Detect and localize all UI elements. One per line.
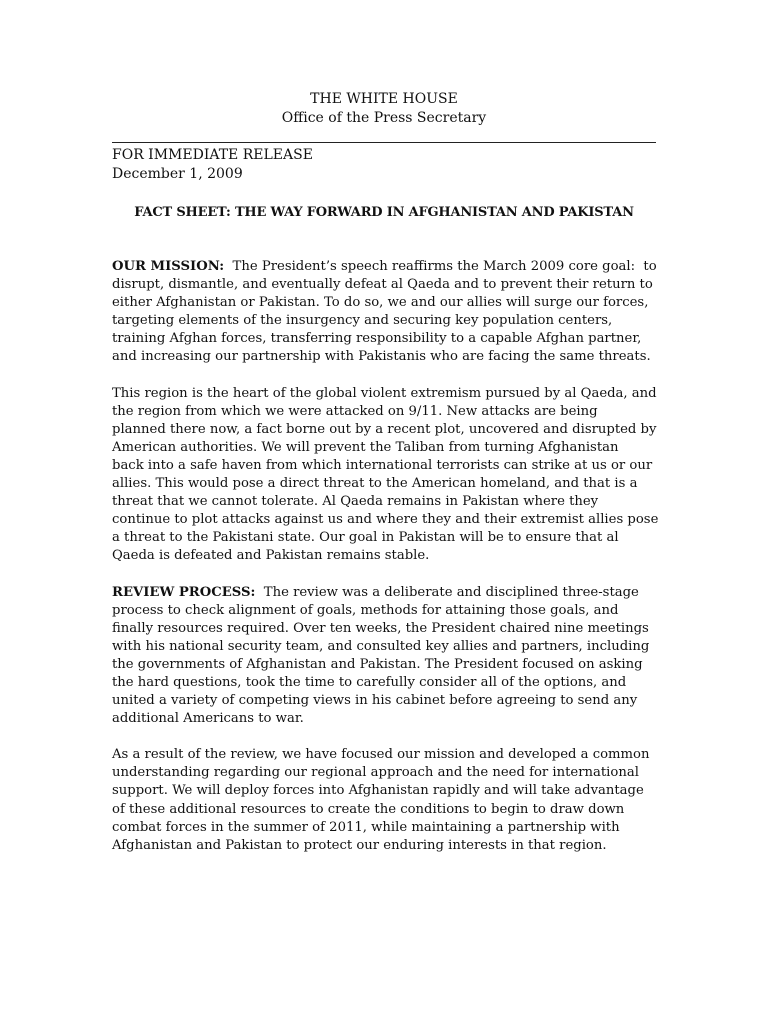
paragraph-line: training Afghan forces, transferring responsibility to a capable Afghan partner, bbox=[112, 331, 642, 347]
paragraph-line: the region from which we were attacked on 9/11. New attacks are being bbox=[112, 403, 598, 419]
paragraph-line: and increasing our partnership with Pakistanis who are facing the same threats. bbox=[112, 349, 651, 365]
document-title: FACT SHEET: THE WAY FORWARD IN AFGHANISTAN AND PAKISTAN bbox=[134, 205, 634, 220]
paragraph-line: American authorities. We will prevent the Taliban from turning Afghanistan bbox=[112, 439, 619, 455]
paragraph-line: Qaeda is defeated and Pakistan remains stable. bbox=[112, 548, 430, 564]
paragraph-line: with his national security team, and consulted key allies and partners, including bbox=[112, 638, 650, 654]
paragraph-line: a threat to the Pakistani state. Our goal in Pakistan will be to ensure that al bbox=[112, 530, 619, 546]
paragraph-line: threat that we cannot tolerate. Al Qaeda remains in Pakistan where they bbox=[112, 494, 599, 510]
section-heading-our-mission: OUR MISSION: bbox=[112, 259, 225, 274]
paragraph-line: understanding regarding our regional approach and the need for international bbox=[112, 765, 639, 781]
paragraph-line: finally resources required. Over ten weeks, the President chaired nine meetings bbox=[112, 620, 649, 636]
paragraph-review-process bbox=[112, 584, 656, 729]
paragraph-review-result bbox=[112, 746, 656, 855]
paragraph-line: targeting elements of the insurgency and securing key population centers, bbox=[112, 313, 613, 329]
line-text: The President’s speech reaffirms the March 2009 core goal: to bbox=[224, 259, 657, 274]
paragraph-line: disrupt, dismantle, and eventually defeat al Qaeda and to prevent their return to bbox=[112, 277, 653, 293]
office-name: Office of the Press Secretary bbox=[281, 110, 487, 126]
paragraph-line: Afghanistan and Pakistan to protect our enduring interests in that region. bbox=[112, 837, 607, 853]
paragraph-line: the governments of Afghanistan and Pakistan. The President focused on asking bbox=[112, 656, 643, 672]
organization-name: THE WHITE HOUSE bbox=[310, 91, 458, 107]
paragraph-line: planned there now, a fact borne out by a recent plot, uncovered and disrupted by bbox=[112, 421, 657, 437]
paragraph-line: This region is the heart of the global violent extremism pursued by al Qaeda, and bbox=[112, 385, 657, 401]
paragraph-line: support. We will deploy forces into Afghanistan rapidly and will take advantage bbox=[112, 783, 644, 799]
release-label: FOR IMMEDIATE RELEASE bbox=[112, 147, 313, 163]
paragraph-line: united a variety of competing views in his cabinet before agreeing to send any bbox=[112, 693, 638, 709]
release-date: December 1, 2009 bbox=[112, 166, 243, 182]
paragraph-our-mission bbox=[112, 258, 656, 367]
paragraph-line: either Afghanistan or Pakistan. To do so, we and our allies will surge our forces, bbox=[112, 295, 649, 311]
paragraph-line: process to check alignment of goals, methods for attaining those goals, and bbox=[112, 602, 619, 618]
paragraph-line: the hard questions, took the time to carefully consider all of the options, and bbox=[112, 674, 627, 690]
document-body bbox=[112, 258, 659, 873]
paragraph-line: additional Americans to war. bbox=[112, 711, 304, 727]
document-header bbox=[112, 90, 656, 128]
paragraph-line: combat forces in the summer of 2011, while maintaining a partnership with bbox=[112, 819, 620, 835]
paragraph-line: of these additional resources to create the conditions to begin to draw down bbox=[112, 801, 625, 817]
paragraph-line bbox=[112, 258, 656, 276]
paragraph-line bbox=[112, 584, 656, 602]
paragraph-line: As a result of the review, we have focused our mission and developed a common bbox=[112, 747, 650, 763]
section-heading-review-process: REVIEW PROCESS: bbox=[112, 584, 256, 600]
paragraph-line: continue to plot attacks against us and where they and their extremist allies pose bbox=[112, 512, 659, 528]
paragraph-region bbox=[112, 385, 659, 566]
paragraph-line: back into a safe haven from which international terrorists can strike at us or our bbox=[112, 457, 653, 473]
line-text: The review was a deliberate and disciplined three-stage bbox=[255, 584, 639, 600]
header-divider bbox=[112, 142, 656, 143]
paragraph-line: allies. This would pose a direct threat to the American homeland, and that is a bbox=[112, 476, 638, 492]
release-block bbox=[112, 146, 313, 184]
